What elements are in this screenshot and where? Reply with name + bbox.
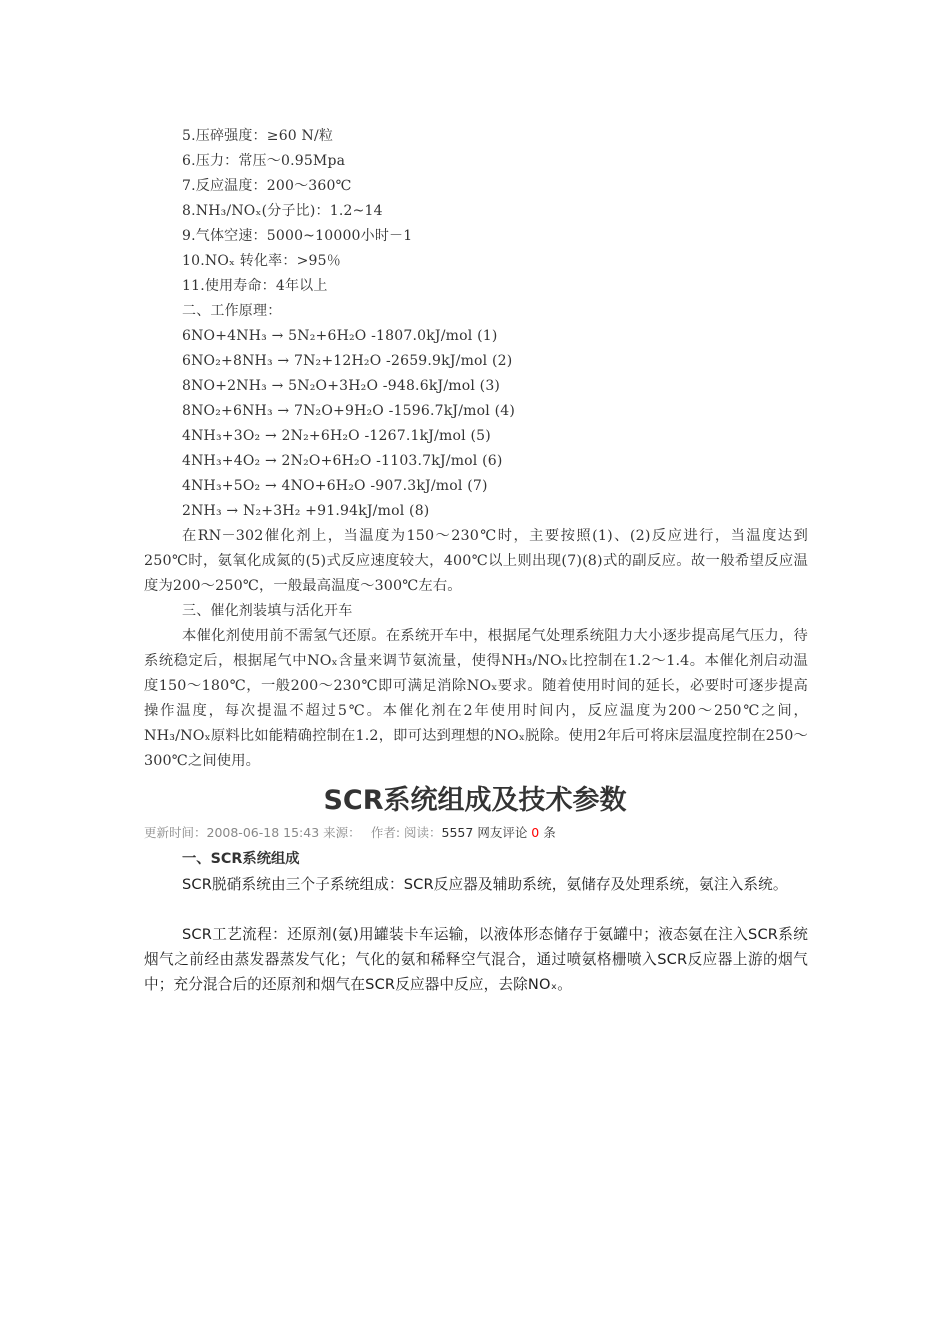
reaction-equation: 6NO₂+8NH₃ → 7N₂+12H₂O -2659.9kJ/mol (2) [182, 353, 513, 369]
comments-suffix: 条 [539, 825, 556, 840]
reaction-equation: 2NH₃ → N₂+3H₂ +91.94kJ/mol (8) [182, 503, 430, 519]
principle-paragraph: 在RN－302催化剂上，当温度为150～230℃时，主要按照(1)、(2)反应进行，当温度达到250℃时，氨氧化成氮的(5)式反应速度较大，400℃以上则出现(7)(8)式的副反应。故一般希望反应温度为200～250℃，一般最高温度～300℃左右。 [144, 528, 808, 594]
section-heading: 三、催化剂装填与活化开车 [182, 603, 353, 619]
section-heading: 一、SCR系统组成 [182, 851, 300, 867]
read-count: 5557 [441, 825, 474, 840]
reaction-equation: 8NO+2NH₃ → 5N₂O+3H₂O -948.6kJ/mol (3) [182, 378, 501, 394]
comment-count-link[interactable]: 0 [531, 825, 540, 840]
meta-prefix: 更新时间：2008-06-18 15:43 来源： 作者: 阅读： [144, 825, 442, 840]
reaction-equation: 4NH₃+4O₂ → 2N₂O+6H₂O -1103.7kJ/mol (6) [182, 453, 503, 469]
spec-line: 7.反应温度：200～360℃ [182, 178, 352, 194]
spec-line: 6.压力：常压～0.95Mpa [182, 153, 346, 169]
reaction-equation: 4NH₃+5O₂ → 4NO+6H₂O -907.3kJ/mol (7) [182, 478, 488, 494]
spec-line: 11.使用寿命：4年以上 [182, 278, 328, 294]
reaction-equation: 8NO₂+6NH₃ → 7N₂O+9H₂O -1596.7kJ/mol (4) [182, 403, 516, 419]
section-heading: 二、工作原理： [182, 303, 282, 319]
spec-line: 5.压碎强度：≥60 N/粒 [182, 128, 334, 144]
spec-line: 10.NOₓ 转化率：>95％ [182, 253, 341, 269]
article-paragraph: SCR脱硝系统由三个子系统组成：SCR反应器及辅助系统，氨储存及处理系统，氨注入系统。 [182, 876, 788, 893]
loading-paragraph: 本催化剂使用前不需氢气还原。在系统开车中，根据尾气处理系统阻力大小逐步提高尾气压力，待系统稳定后，根据尾气中NOₓ含量来调节氨流量，使得NH₃/NOₓ比控制在1.2～1.4。本催化剂启动温度150～180℃，一般200～230℃即可满足消除NOₓ要求。随着使用时间的延长，必要时可逐步提高操作温度，每次提温不超过5℃。本催化剂在2年使用时间内，反应温度为200～250℃之间，NH₃/NOₓ原料比如能精确控制在1.2，即可达到理想的NOₓ脱除。使用2年后可将床层温度控制在250～300℃之间使用。 [144, 628, 808, 769]
article-paragraph: SCR工艺流程：还原剂(氨)用罐装卡车运输，以液体形态储存于氨罐中；液态氨在注入SCR系统烟气之前经由蒸发器蒸发气化；气化的氨和稀释空气混合，通过喷氨格栅喷入SCR反应器上游的烟气中；充分混合后的还原剂和烟气在SCR反应器中反应，去除NOₓ。 [144, 926, 808, 993]
spec-line: 9.气体空速：5000~10000小时－1 [182, 228, 413, 244]
reaction-equation: 6NO+4NH₃ → 5N₂+6H₂O -1807.0kJ/mol (1) [182, 328, 498, 344]
article-meta [144, 823, 556, 841]
comments-label: 网友评论 [473, 825, 532, 840]
spec-line: 8.NH₃/NOₓ(分子比)：1.2~14 [182, 203, 383, 219]
reaction-equation: 4NH₃+3O₂ → 2N₂+6H₂O -1267.1kJ/mol (5) [182, 428, 491, 444]
article-title: SCR系统组成及技术参数 [323, 785, 627, 816]
